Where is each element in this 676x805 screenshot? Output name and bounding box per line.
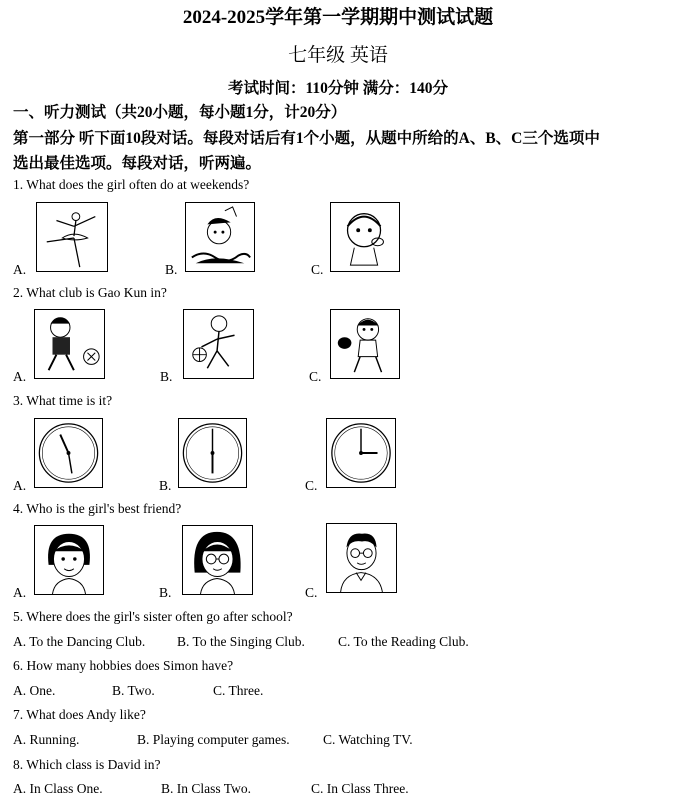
part-intro-line2: 选出最佳选项。每段对话，听两遍。 [13, 155, 262, 172]
q3-option-b-clock-picture[interactable] [178, 418, 247, 488]
q5-option-b[interactable]: B. To the Singing Club. [177, 634, 305, 649]
q5-option-c[interactable]: C. To the Reading Club. [338, 634, 469, 649]
q7-option-c[interactable]: C. Watching TV. [323, 732, 413, 747]
swimmer-icon [186, 203, 254, 271]
question-3: 3. What time is it? [13, 393, 113, 408]
q4-label-b: B. [159, 585, 172, 600]
q1-label-c: C. [311, 262, 324, 277]
q3-option-c-clock-picture[interactable] [326, 418, 396, 488]
q4-label-a: A. [13, 585, 27, 600]
clock-icon [327, 419, 395, 487]
ballet-dancer-icon [37, 203, 107, 271]
girl-with-glasses-icon [183, 526, 252, 594]
ping-pong-player-icon [331, 310, 399, 378]
clock-icon [179, 419, 246, 487]
q3-label-c: C. [305, 478, 318, 493]
q6-option-b[interactable]: B. Two. [112, 683, 155, 698]
q2-option-a-football-picture[interactable] [34, 309, 105, 379]
q6-option-c[interactable]: C. Three. [213, 683, 264, 698]
q1-label-b: B. [165, 262, 178, 277]
q1-option-b-swimming-picture[interactable] [185, 202, 255, 272]
section-heading: 一、听力测试（共20小题，每小题1分，计20分） [13, 104, 347, 121]
question-5: 5. Where does the girl's sister often go after school? [13, 609, 293, 624]
q1-label-a: A. [13, 262, 27, 277]
q1-option-c-eating-picture[interactable] [330, 202, 400, 272]
q4-option-c-boy-glasses-picture[interactable] [326, 523, 397, 593]
question-1: 1. What does the girl often do at weekends? [13, 177, 250, 192]
page-title: 2024-2025学年第一学期期中测试试题 [182, 7, 494, 28]
q6-option-a[interactable]: A. One. [13, 683, 56, 698]
q2-option-c-ping-pong-picture[interactable] [330, 309, 400, 379]
question-6: 6. How many hobbies does Simon have? [13, 658, 234, 673]
q8-option-c[interactable]: C. In Class Three. [311, 781, 409, 796]
q3-label-b: B. [159, 478, 172, 493]
question-4: 4. Who is the girl's best friend? [13, 501, 182, 516]
q2-label-a: A. [13, 369, 27, 384]
q8-option-a[interactable]: A. In Class One. [13, 781, 103, 796]
q7-option-b[interactable]: B. Playing computer games. [137, 732, 290, 747]
q2-label-b: B. [160, 369, 173, 384]
q4-option-a-girl-picture[interactable] [34, 525, 104, 595]
boy-with-glasses-icon [327, 524, 396, 592]
clock-icon [35, 419, 102, 487]
q5-option-a[interactable]: A. To the Dancing Club. [13, 634, 146, 649]
girl-eating-icon [331, 203, 399, 271]
exam-info: 考试时间：110分钟 满分：140分 [227, 80, 449, 97]
q1-option-a-ballet-picture[interactable] [36, 202, 108, 272]
q3-option-a-clock-picture[interactable] [34, 418, 103, 488]
part-intro-line1: 第一部分 听下面10段对话。每段对话后有1个小题，从题中所给的A、B、C三个选项中 [13, 130, 600, 147]
basketball-player-icon [184, 310, 253, 378]
question-8: 8. Which class is David in? [13, 757, 161, 772]
q8-option-b[interactable]: B. In Class Two. [161, 781, 251, 796]
q3-label-a: A. [13, 478, 27, 493]
girl-portrait-icon [35, 526, 103, 594]
page-subtitle: 七年级 英语 [288, 45, 388, 66]
q4-option-b-girl-glasses-picture[interactable] [182, 525, 253, 595]
question-7: 7. What does Andy like? [13, 707, 146, 722]
football-player-icon [35, 310, 104, 378]
q2-label-c: C. [309, 369, 322, 384]
question-2: 2. What club is Gao Kun in? [13, 285, 167, 300]
q4-label-c: C. [305, 585, 318, 600]
q7-option-a[interactable]: A. Running. [13, 732, 80, 747]
q2-option-b-basketball-picture[interactable] [183, 309, 254, 379]
